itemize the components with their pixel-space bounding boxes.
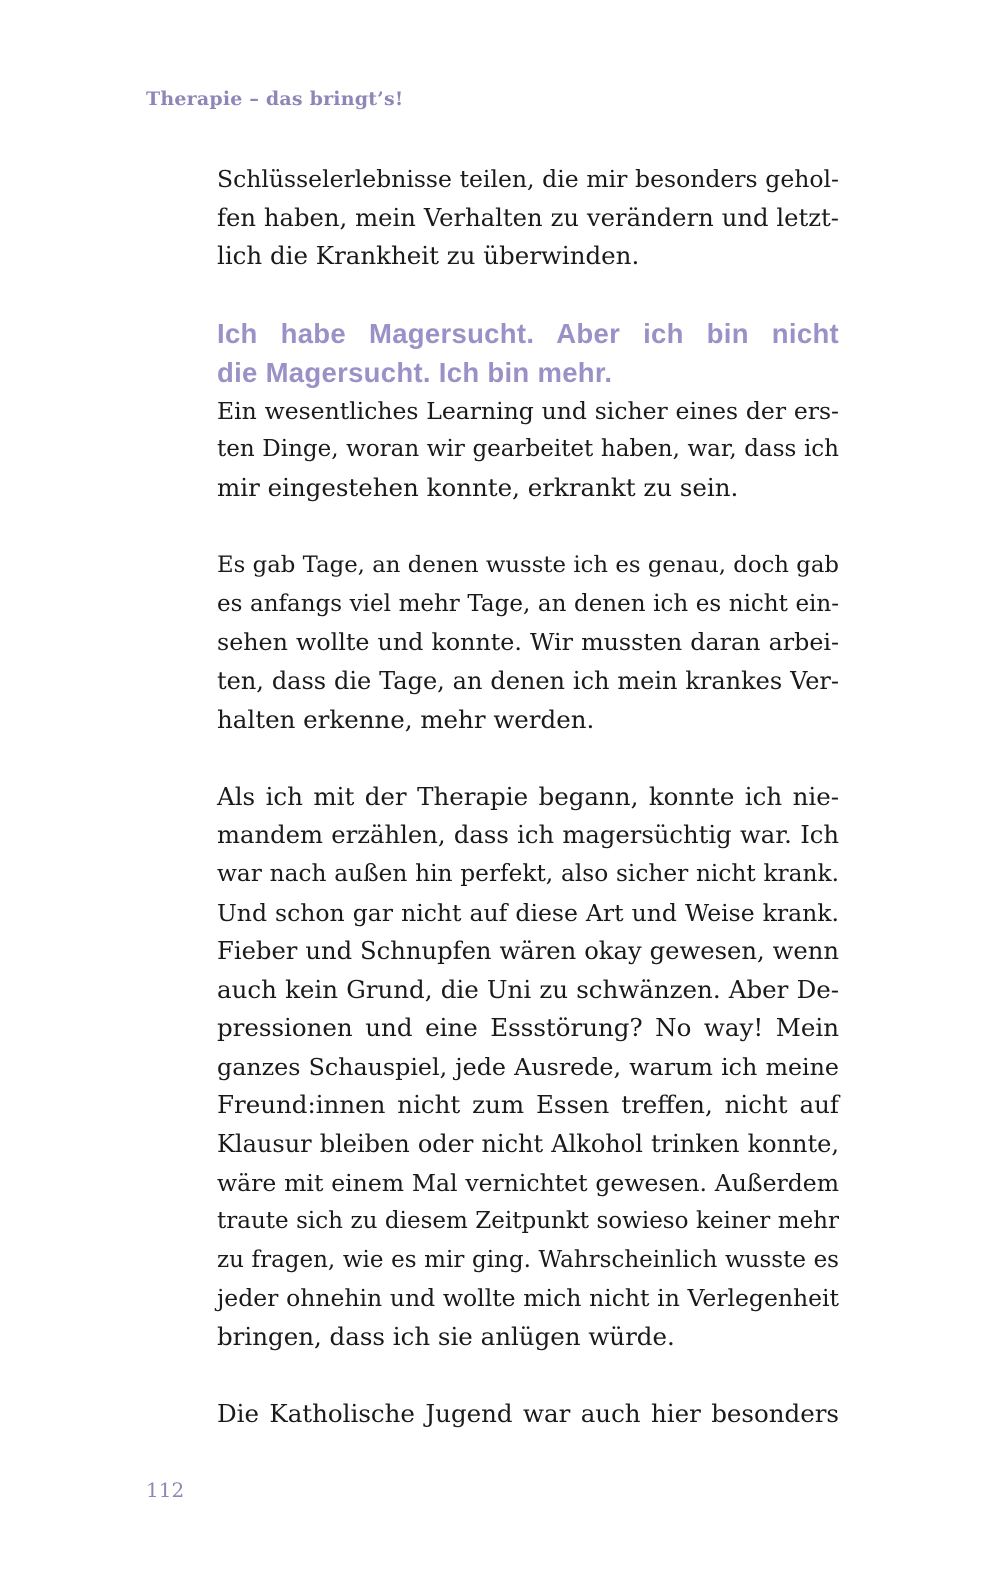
text-line: Und schon gar nicht auf diese Art und Weise krank.	[217, 898, 839, 927]
text-line: Ein wesentliches Learning und sicher eines der ers-	[217, 396, 839, 425]
text-line: es anfangs viel mehr Tage, an denen ich es nicht ein-	[217, 590, 839, 617]
text-line: Als ich mit der Therapie begann, konnte ich nie-	[217, 781, 839, 811]
text-line: Schlüsselerlebnisse teilen, die mir besonders gehol-	[217, 165, 839, 193]
text-line: ten Dinge, woran wir gearbeitet haben, war, dass ich	[217, 436, 839, 463]
intro-paragraph	[217, 160, 839, 276]
running-head: Therapie – das bringt’s!	[146, 88, 404, 110]
text-line: mir eingestehen konnte, erkrankt zu sein.	[217, 472, 739, 502]
text-line: fen haben, mein Verhalten zu verändern und letzt-	[217, 202, 839, 232]
text-line: auch kein Grund, die Uni zu schwänzen. Aber De-	[217, 974, 839, 1004]
text-line: pressionen und eine Essstörung? No way! Mein	[217, 1013, 839, 1043]
text-line: ganzes Schauspiel, jede Ausrede, warum ich meine	[217, 1052, 839, 1081]
heading-line: die Magersucht. Ich bin mehr.	[217, 356, 613, 388]
section-heading	[217, 314, 839, 392]
text-line: mandem erzählen, dass ich magersüchtig war. Ich	[217, 820, 839, 850]
spacer	[217, 508, 839, 547]
text-line: sehen wollte und konnte. Wir mussten daran arbei-	[217, 628, 839, 657]
spacer	[217, 276, 839, 314]
text-line: Es gab Tage, an denen wusste ich es genau, doch gab	[217, 552, 839, 579]
text-line: halten erkenne, mehr werden.	[217, 704, 595, 734]
text-line: ten, dass die Tage, an denen ich mein krankes Ver-	[217, 666, 839, 695]
text-line: war nach außen hin perfekt, also sicher nicht krank.	[217, 859, 839, 887]
text-line: wäre mit einem Mal vernichtet gewesen. Außerdem	[217, 1168, 839, 1197]
text-line: lich die Krankheit zu überwinden.	[217, 241, 640, 271]
body-text	[217, 160, 839, 1434]
text-line: traute sich zu diesem Zeitpunkt sowieso keiner mehr	[217, 1208, 839, 1235]
text-line: Klausur bleiben oder nicht Alkohol trinken konnte,	[217, 1130, 839, 1159]
paragraph-4	[217, 1395, 839, 1434]
text-line: bringen, dass ich sie anlügen würde.	[217, 1322, 675, 1352]
text-line: Freund:innen nicht zum Essen treffen, nicht auf	[217, 1090, 839, 1120]
heading-line: Ich habe Magersucht. Aber ich bin nicht	[217, 317, 839, 349]
text-line: Fieber und Schnupfen wären okay gewesen, wenn	[217, 936, 839, 966]
paragraph-3	[217, 778, 839, 1357]
paragraph-2	[217, 546, 839, 739]
spacer	[217, 1357, 839, 1396]
paragraph-1	[217, 392, 839, 508]
text-line: zu fragen, wie es mir ging. Wahrscheinlich wusste es	[217, 1246, 839, 1273]
text-line: Die Katholische Jugend war auch hier besonders	[217, 1399, 839, 1429]
text-line: jeder ohnehin und wollte mich nicht in Verlegenheit	[217, 1284, 839, 1313]
page-number: 112	[146, 1478, 185, 1502]
spacer	[217, 739, 839, 778]
